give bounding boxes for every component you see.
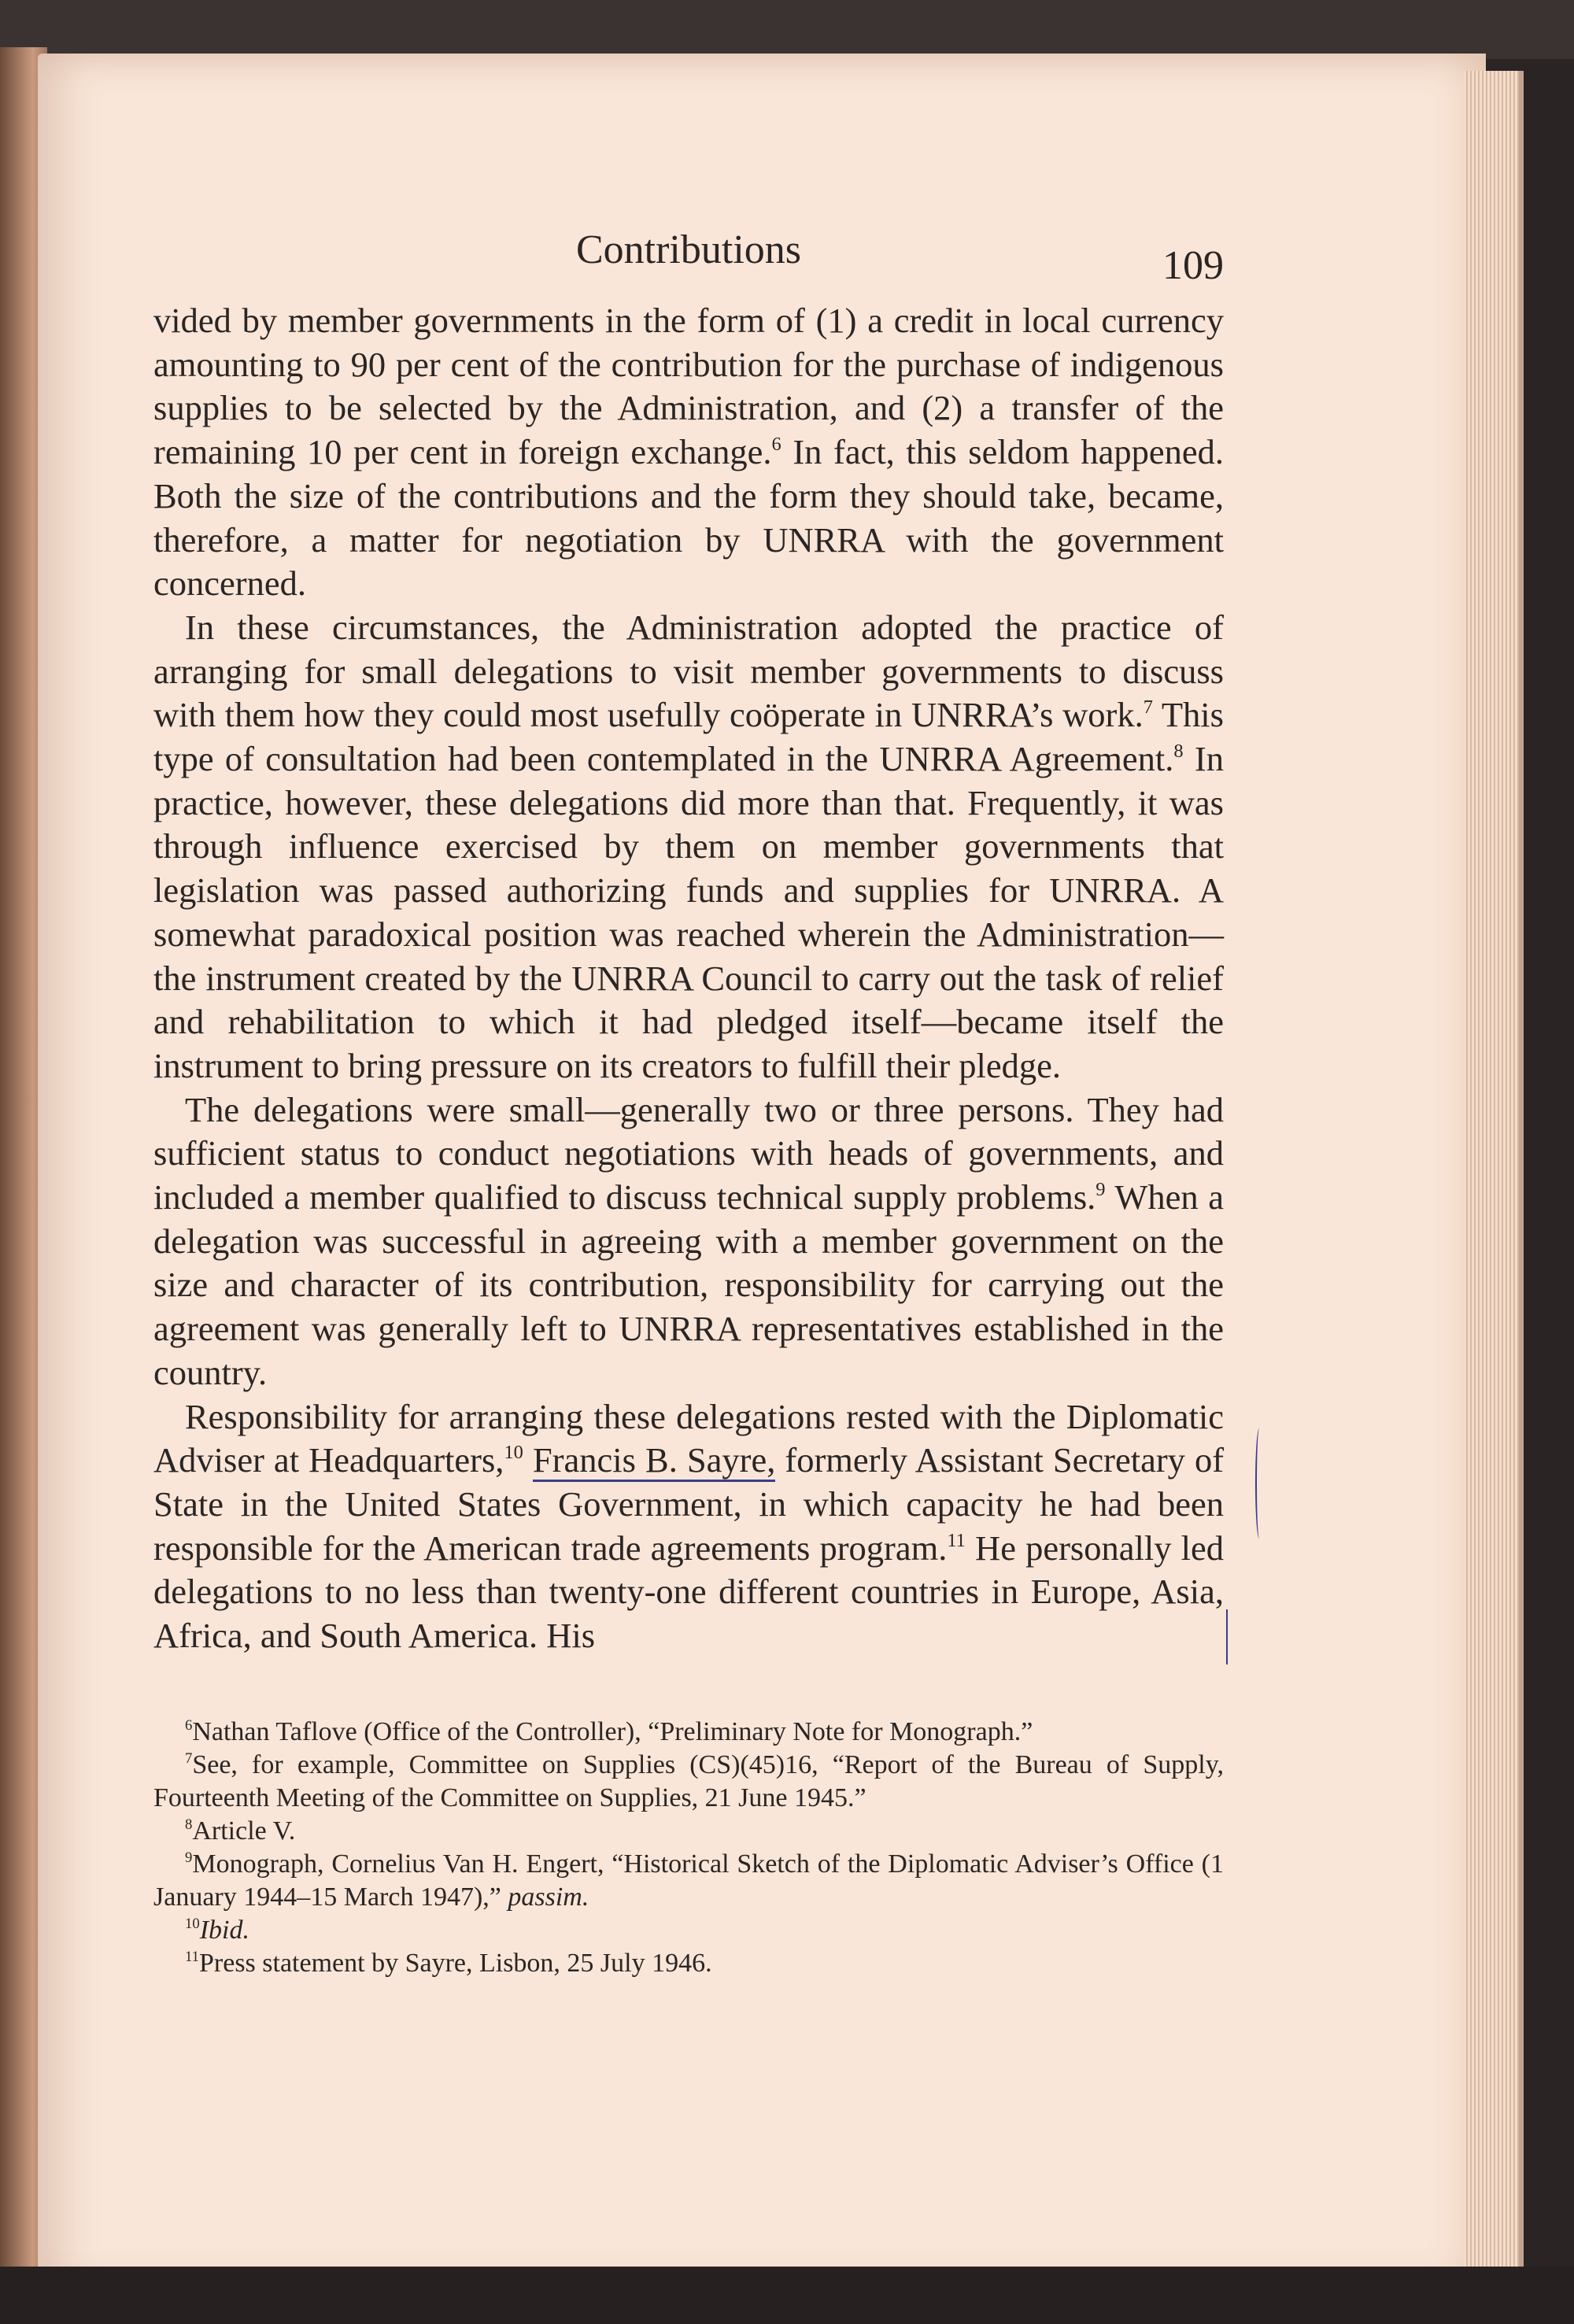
text-run: Monograph, Cornelius Van H. Engert, “Historical Sketch of the Diplomatic Adviser’s Office (1 January 1944–15 March 1947),” [153, 1849, 1224, 1912]
footnote-number: 10 [185, 1915, 200, 1932]
text-run: When a delegation was successful in agreeing with a member government on the size and character of its contribution, responsibility for carrying out the agreement was generally left to UNRRA representatives established in the country. [153, 1177, 1224, 1392]
footnote-reference: 10 [504, 1442, 523, 1464]
footnote-reference: 7 [1143, 696, 1153, 719]
text-run [523, 1440, 533, 1480]
footnote-number: 9 [185, 1849, 193, 1866]
footnote [153, 1749, 1224, 1815]
scan-background-top [0, 0, 1574, 59]
footnote-number: 11 [185, 1948, 199, 1965]
text-run: formerly Assistant Secretary of State in the United States Government, in which capacity he had been responsible for the American trade agreements program. [153, 1440, 1225, 1568]
paragraph [153, 606, 1224, 1088]
page-edges [1464, 71, 1524, 2298]
text-run: This type of consultation had been contemplated in the UNRRA Agreement. [153, 695, 1224, 779]
footnote [153, 1815, 1224, 1848]
footnote [153, 1947, 1224, 1980]
paragraph [153, 1088, 1224, 1395]
text-run: He personally led delegations to no less than twenty-one different countries in Europe, Asia, Africa, and South America. His [153, 1528, 1224, 1656]
footnote [153, 1848, 1224, 1914]
footnote-number: 7 [185, 1749, 193, 1767]
margin-pen-mark [1255, 1428, 1263, 1539]
page-number: 109 [1162, 243, 1224, 288]
text-run: See, for example, Committee on Supplies (CS)(45)16, “Report of the Bureau of Supply, Fourteenth Meeting of the Committee on Supplies, 21 June 1945.” [153, 1750, 1224, 1812]
text-run: In practice, however, these delegations did more than that. Frequently, it was through influence exercised by them on member governments that legislation was passed authorizing funds and supplies for UNRRA. A somewhat paradoxical position was reached wherein the Administration—the instrument created by the UNRRA Council to carry out the task of relief and rehabilitation to which it had pledged itself—became itself the instrument to bring pressure on its creators to fulfill their pledge. [153, 739, 1224, 1085]
paragraph [153, 1395, 1224, 1658]
text-run: Responsibility for arranging these delegations rested with the Diplomatic Adviser at Headquarters, [153, 1396, 1224, 1480]
italic-text: passim. [508, 1882, 589, 1912]
text-run: Article V. [192, 1816, 296, 1846]
text-run: The delegations were small—generally two or three persons. They had sufficient status to conduct negotiations with heads of governments, and included a member qualified to discuss technical supply problems. [153, 1089, 1224, 1217]
footnote [153, 1716, 1224, 1749]
footnotes [153, 1716, 1224, 1980]
page-header [153, 227, 1224, 288]
paragraph [153, 299, 1224, 606]
text-run: In these circumstances, the Administration adopted the practice of arranging for small delegations to visit member governments to discuss with them how they could most usefully coöperate in UNRRA’s work. [153, 607, 1224, 735]
underlined-name: Francis B. Sayre, [533, 1440, 775, 1482]
footnote-reference: 6 [771, 433, 781, 455]
footnote-reference: 11 [947, 1529, 966, 1551]
running-head: Contributions [575, 227, 802, 272]
margin-pen-mark [1226, 1609, 1231, 1664]
scan-background-bottom [0, 2267, 1574, 2324]
italic-text: Ibid. [199, 1916, 249, 1945]
text-run: Nathan Taflove (Office of the Controller), “Preliminary Note for Monograph.” [192, 1717, 1033, 1746]
body-text [153, 299, 1224, 1658]
footnote-reference: 9 [1096, 1178, 1106, 1200]
footnote [153, 1914, 1224, 1947]
text-run: In fact, this seldom happened. Both the size of the contributions and the form they should take, became, therefore, a matter for negotiation by UNRRA with the government concerned. [153, 432, 1224, 604]
footnote-number: 6 [185, 1716, 193, 1734]
footnote-number: 8 [185, 1816, 193, 1833]
text-run: Press statement by Sayre, Lisbon, 25 July 1946. [199, 1949, 712, 1978]
footnote-reference: 8 [1173, 740, 1184, 762]
text-run: vided by member governments in the form of (1) a credit in local currency amounting to 90 per cent of the contribution for the purchase of indigenous supplies to be selected by the Administration, and (2) a transfer of the remaining 10 per cent in foreign exchange. [153, 301, 1224, 472]
